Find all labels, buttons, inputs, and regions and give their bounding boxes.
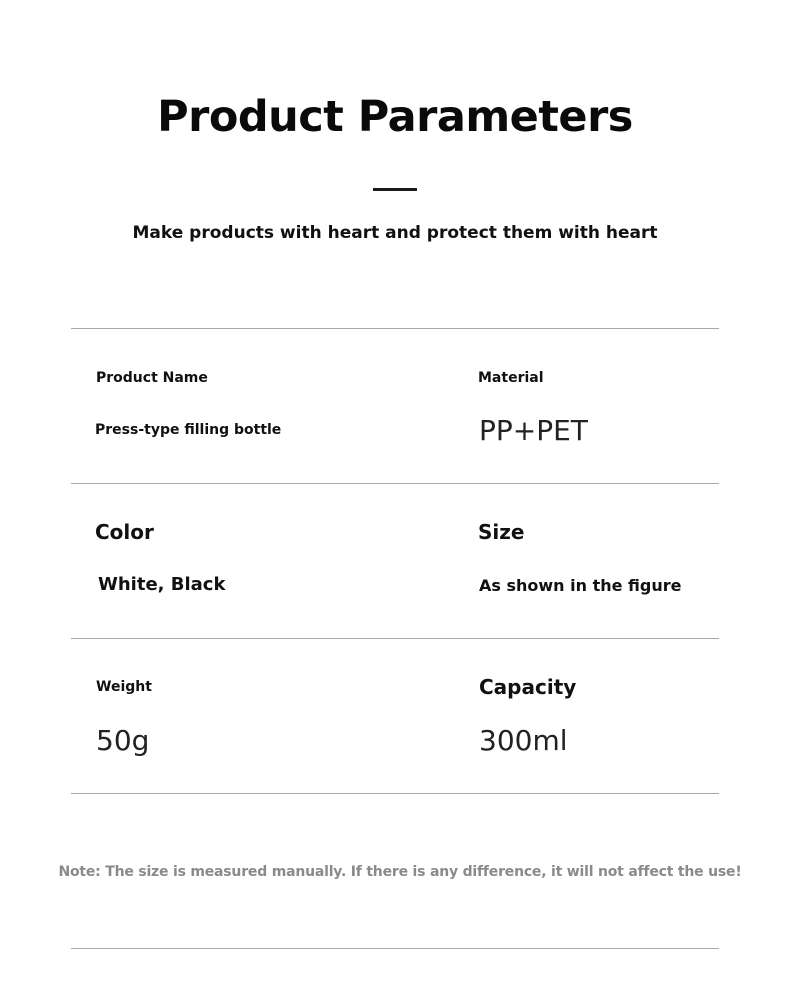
footnote: Note: The size is measured manually. If there is any difference, it will not affect the use! bbox=[58, 864, 742, 880]
weight-value: 50g bbox=[96, 724, 150, 757]
page-title: Product Parameters bbox=[157, 92, 633, 142]
size-label: Size bbox=[478, 520, 525, 544]
capacity-label: Capacity bbox=[479, 675, 577, 699]
product-name-value: Press-type filling bottle bbox=[95, 422, 282, 438]
title-divider bbox=[373, 188, 417, 191]
material-label: Material bbox=[478, 370, 544, 386]
capacity-value: 300ml bbox=[479, 724, 568, 757]
row-divider bbox=[71, 638, 719, 639]
product-name-label: Product Name bbox=[96, 370, 208, 386]
color-label: Color bbox=[95, 520, 154, 544]
row-divider bbox=[71, 483, 719, 484]
size-value: As shown in the figure bbox=[479, 576, 682, 595]
page-subtitle: Make products with heart and protect them with heart bbox=[132, 223, 658, 243]
weight-label: Weight bbox=[96, 679, 152, 695]
table-bottom-divider bbox=[71, 793, 719, 794]
color-value: White, Black bbox=[98, 574, 226, 595]
material-value: PP+PET bbox=[479, 414, 588, 447]
table-top-divider bbox=[71, 328, 719, 329]
footer-divider bbox=[71, 948, 719, 949]
